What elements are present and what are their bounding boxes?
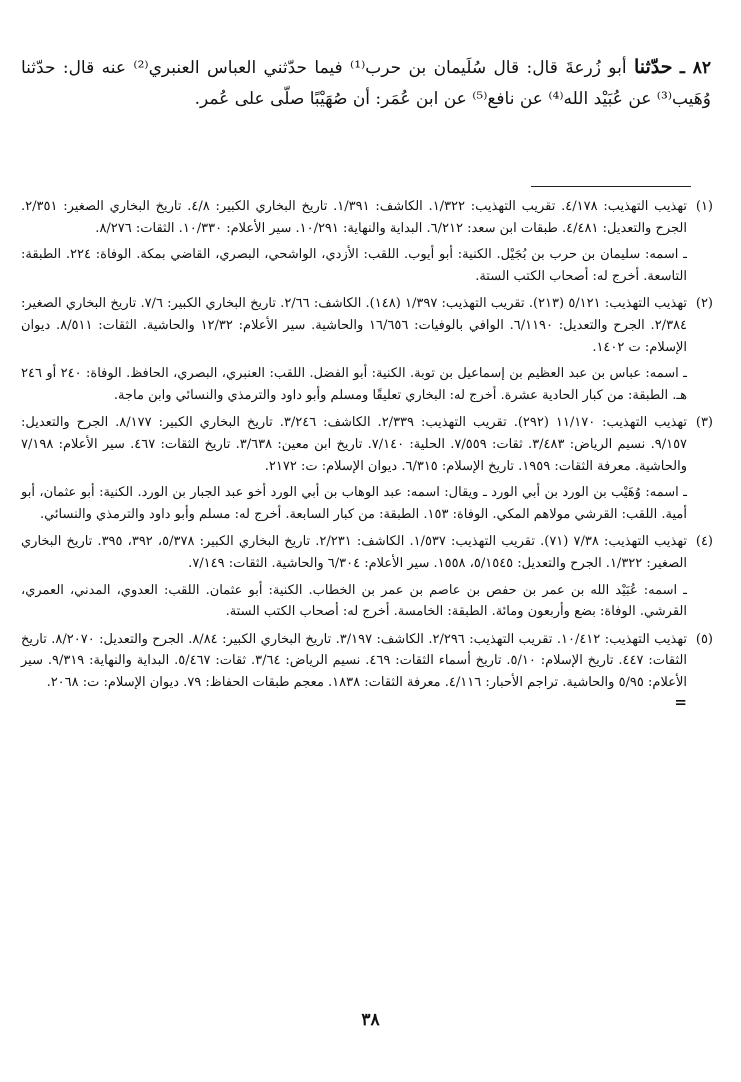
footnote-bio: ـ اسمه: عباس بن عبد العظيم بن إسماعيل بن توبة. الكنية: أبو الفضل. اللقب: العنبري، البصري، الحافظ. الوفاة: ٢٤٠ أو ٢٤٦ هـ. الطبقة: من كبار الحادية عشرة. أخرج له: البخاري تعليقًا ومسلم وأبو داود والترمذي والنسائي وابن ماجة. [21, 366, 687, 403]
hadith-lead-word: حدّثنا [633, 56, 673, 78]
footnote-refs: تهذيب التهذيب: ٤/١٧٨. تقريب التهذيب: ١/٣٢٢. الكاشف: ١/٣٩١. تاريخ البخاري الكبير: ٤/٨. تاريخ البخاري الصغير: ٢/٣٥١. الجرح والتعديل: ٤/٤٨١. طبقات ابن سعد: ٦/٢١٢. البداية والنهاية: ١٠/٢٩١. سير الأعلام: ١٠/٣٣٠. الثقات: ٨/٢٧٦. [21, 199, 687, 236]
footnote-5 [21, 629, 713, 694]
hadith-number: ٨٢ ـ [679, 58, 712, 78]
footnote-refs: تهذيب التهذيب: ١١/١٧٠ (٢٩٢). تقريب التهذيب: ٢/٣٣٩. الكاشف: ٣/٢٤٦. تاريخ البخاري الكبير: ٨/١٧٧. الجرح والتعديل: ٩/١٥٧. نسيم الرياض: ٣/٤٨٣. ثقات: ٧/٥٥٩. الحلية: ٧/١٤٠. تاريخ ابن معين: ٣/٦٣٨. تاريخ الثقات: ٤٦٧. سير الأعلام: ٧/١٩٨ والحاشية. معرفة الثقات: ١٩٥٩. تاريخ الإسلام: ٦/٣١٥. ديوان الإسلام: ت: ٢١٧٢. [21, 415, 688, 474]
footnote-refs: تهذيب التهذيب: ٥/١٢١ (٢١٣). تقريب التهذيب: ١/٣٩٧ (١٤٨). الكاشف: ٢/٦٦. تاريخ البخاري الكبير: ٧/٦. تاريخ البخاري الصغير: ٢/٣٨٤. الجرح والتعديل: ٦/١١٩٠. الوافي بالوفيات: ١٦/٦٥٦ والحاشية. سير الأعلام: ١٢/٣٢ والحاشية. الثقات: ٨/٥١١. ديوان الإسلام: ت ١٤٠٢. [21, 296, 688, 355]
hadith-body: أبو زُرعةَ قال: قال سُلَيمان بن حرب⁽¹⁾ فيما حدّثني العباس العنبري⁽²⁾ عنه قال: حدّثنا وُهَيب⁽³⁾ عن عُبَيْد الله⁽⁴⁾ عن نافع⁽⁵⁾ عن ابن عُمَر: أن صُهَيْبًا صلّى على عُمر. [21, 58, 711, 109]
footnote-mark: (١) [695, 199, 713, 214]
footnote-bio: ـ اسمه: عُبَيْد الله بن عمر بن حفص بن عاصم بن عمر بن الخطاب. الكنية: أبو عثمان. اللقب: العدوي، المدني، العمري، القرشي. الوفاة: بضع وأربعون ومائة. الطبقة: الخامسة. أخرج له: أصحاب الكتب الستة. [21, 582, 687, 620]
hadith-text [21, 52, 711, 115]
page-number: ٣٨ [361, 1010, 380, 1030]
footnote-refs: تهذيب التهذيب: ٧/٣٨ (٧١). تقريب التهذيب: ١/٥٣٧. الكاشف: ٢/٢٣١. تاريخ البخاري الكبير: ٥/٣٧٨، ٣٩٢، ٣٩٥. تاريخ البخاري الصغير: ١/٣٢٢. الجرح والتعديل: ٥/١٥٤٥، ١٥٥٨. سير الأعلام: ٦/٣٠٤ والحاشية. الثقات: ٧/١٤٩. [21, 534, 687, 571]
footnote-refs: تهذيب التهذيب: ١٠/٤١٢. تقريب التهذيب: ٢/٢٩٦. الكاشف: ٣/١٩٧. تاريخ البخاري الكبير: ٨/٨٤. الجرح والتعديل: ٨/٢٠٧٠. تاريخ الثقات: ٤٤٧. تاريخ الإسلام: ٥/١٠. تاريخ أسماء الثقات: ٤٦٩. نسيم الرياض: ٣/٦٤. ثقات: ٥/٤٦٧. البداية والنهاية: ٩/٣١٩. سير الأعلام: ٥/٩٥ والحاشية. تراجم الأحبار: ٤/١١٦. معرفة الثقات: ١٨٣٨. معجم طبقات الحفاظ: ٧٩. ديوان الإسلام: ت: ٢٠٦٨. [21, 631, 687, 690]
footnote-3 [21, 412, 713, 525]
footnote-mark: (٤) [695, 534, 713, 550]
continuation-mark: = [674, 693, 687, 712]
footnotes [21, 196, 713, 712]
footnote-4 [21, 531, 713, 622]
footnote-bio: ـ اسمه: وُهَيْب بن الورد بن أبي الورد ـ ويقال: اسمه: عبد الوهاب بن أبي الورد أخو عبد الجبار بن الورد. الكنية: أبو عثمان، أبو أمية. اللقب: القرشي مولاهم المكي. الوفاة: ١٥٣. الطبقة: من كبار السابعة. أخرج له: مسلم وأبو داود والترمذي والنسائي. [21, 485, 687, 522]
footnote-1 [21, 196, 713, 287]
footnote-mark: (٥) [695, 631, 713, 647]
footnote-mark: (٣) [695, 415, 713, 431]
footnote-2 [21, 293, 713, 406]
footnote-separator [531, 186, 691, 187]
footnote-bio: ـ اسمه: سليمان بن حرب بن بُجَيْل. الكنية: أبو أيوب. اللقب: الأزدي، الواشحي، البصري، القاضي بمكة. الوفاة: ٢٢٤. الطبقة: التاسعة. أخرج له: أصحاب الكتب الستة. [21, 247, 687, 284]
footnote-mark: (٢) [695, 296, 713, 312]
